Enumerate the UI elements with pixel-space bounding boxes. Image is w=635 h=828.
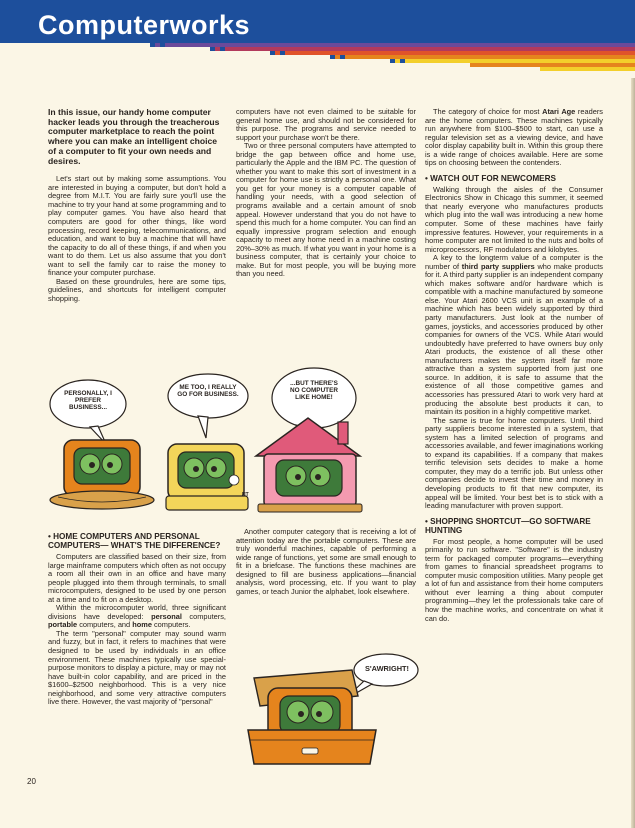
bold-term: portable (48, 620, 78, 630)
speech-bubble-2: ME TOO, I REALLY GO FOR BUSINESS. (177, 384, 239, 398)
text-run: computers. (151, 620, 191, 630)
artist-signature: NT (242, 492, 249, 498)
body-paragraph: Two or three personal computers have attempted to bridge the gap between office and home use, particularly the Apple and the IBM PC. The question of whether you want to make this sort of investment in a computer for home use is strictly a personal one. What you get for your money is a computer capable of handling your needs, with a good selection of programs available and a certain amount of snob appeal. However understand that you do not have to spend this much for a home computer. You can find an equally impressive program selection and enough capacity to meet any home need in a machine costing 20%–30% as much. If what you want in your home is a business computer, that is certainly your choice to make. But for most people, you will be buying more than you need. (236, 141, 416, 279)
text-run: computers, and (77, 620, 133, 630)
bold-term: third party suppliers (461, 261, 535, 271)
column-1 (48, 108, 226, 303)
column-3 (425, 108, 603, 623)
lede-paragraph: In this issue, our handy home computer hacker leads you through the treacherous computer marketplace to reach the point where you can make an intelligent choice of a computer to fit your own needs and desires. (48, 107, 220, 166)
speech-bubble-3: ...BUT THERE'S NO COMPUTER LIKE HOME! (290, 380, 338, 401)
header-banner (0, 0, 635, 78)
text-run: The category of choice for most (433, 107, 543, 116)
bold-term: Atari Age (542, 107, 576, 116)
section-title: Computerworks (38, 10, 251, 40)
speech-bubble-1: PERSONALLY, I PREFER BUSINESS... (64, 390, 112, 411)
speech-bubble-4: S'AWRIGHT! (364, 664, 410, 673)
text-run: computers, (181, 611, 226, 621)
body-paragraph: Based on these groundrules, here are some tips, guidelines, and shortcuts for intelligent computer shopping. (48, 276, 226, 303)
column-2 (236, 108, 416, 279)
cartoon-suitcase-computer (240, 648, 420, 770)
text-run: who make products for it. A third party supplier is an independent company which makes software and/or hardware which is compatible with a machine manufactured by someone else. Your Atari 2600 VCS unit is an example of a machine which has been widely supported by third party manufacturers. Just look at the number of games, joysticks, and accessories produced by other companies for owners of the VCS. While Atari would undoubtedly have preferred to have owners buy only Atari products, the existence of all these other manufacturers makes the system itself far more attractive than a system supported from just one source. In addition, it is safe to assume that the existence of all those competitive games and accessories has pressured Atari to work very hard at producing the absolute best products it can, to maintain its position in a highly competitive market. (425, 261, 603, 417)
body-paragraph: computers have not even claimed to be suitable for general home use, and should not be considered for this purpose. The programs and service needed to support your purchase won't be there. (236, 107, 416, 142)
body-paragraph: Another computer category that is receiving a lot of attention today are the portable computers. These are truly wonderful machines, capable of performing a wide range of functions, yet some are small enough to fit in a briefcase. The functions these machines are designed to fill are business applications—financial analysis, word processing, etc. If you want to play games, or teach Junior the alphabet, look elsewhere. (236, 527, 416, 596)
body-paragraph (425, 254, 603, 416)
bold-term: home (132, 620, 152, 630)
body-paragraph: For most people, a home computer will be used primarily to run software. "Software" is the industry term for packaged computer programs—everything from games to financial spreadsheet programs to computer music composition utilities. Many people get a lot of fun and assistance from their home computers without ever learning a thing about computer programming—they let the professionals take care of how the machine works, and concentrate on what it can do. (425, 536, 603, 623)
body-paragraph: Computers are classified based on their size, from large mainframe computers which often as not occupy a room all their own in an office and have many people plugged into them through terminals, to small microcomputers, designed to be used by one person at a time and to fit on a desktop. (48, 552, 226, 604)
body-paragraph: Walking through the aisles of the Consumer Electronics Show in Chicago this summer, it seemed that nearly everyone who manufactures products which plug into the wall was introducing a new home computer. Some of these machines have fairly impressive features. However, your requirements in a home computer are not limited to the nuts and bolts of microprocessors, RF modulators and kilobytes. (425, 184, 603, 254)
page-number: 20 (27, 777, 36, 786)
text-run: Within the microcomputer world, three significant divisions have developed: (48, 603, 226, 621)
page-edge-shadow (631, 78, 635, 828)
subheading: • HOME COMPUTERS AND PERSONAL COMPUTERS— WHAT'S THE DIFFERENCE? (48, 532, 221, 550)
subheading: • SHOPPING SHORTCUT—GO SOFTWARE HUNTING (425, 516, 591, 535)
body-paragraph: The same is true for home computers. Until third party suppliers become interested in a system, that system has a limited selection of programs and accessories available, and fewer imaginations working to expand its capabilities. If a company that makes terrific television sets decides to make a home computer, they may do a terrific job. But unless other companies decide to invest their time and money in developing products to fit that new computer, its appeal will be limited. Your best bet is to stick with a leading manufacturer with proven support. (425, 415, 603, 511)
body-paragraph (425, 108, 603, 168)
column-2-lower (236, 528, 416, 596)
text-run: readers are the home computers. These machines typically run anywhere from $100–$500 to start, can use a regular television set as a viewing device, and have color display capability built in. Within this group there is a wide range of choices available. Here are some tips on choosing between the contenders. (425, 107, 603, 168)
body-paragraph (48, 604, 226, 630)
body-paragraph: Let's start out by making some assumptions. You are interested in buying a computer, but don't hold a degree from M.I.T. You are fairly sure you'll use the machine to try your hand at some programming and to play computer games. You have also heard that computers are good for other things, like word processing, record keeping, telecommunications, and education, and want to buy a machine that will have the capacity to do all of these things, if and when you want to do them. Let us also assume that you don't want to sell the family car to raise the money to finance your computer purchase. (48, 174, 226, 278)
subheading: • WATCH OUT FOR NEWCOMERS (425, 173, 556, 183)
bold-term: personal (151, 611, 182, 621)
cartoon-three-computers (48, 366, 418, 516)
text-run: A key to the longterm value of a computer is the number of (425, 253, 603, 271)
body-paragraph: The term "personal" computer may sound warm and fuzzy, but in fact, it refers to machines that were designed to be used by individuals in an office environment. These machines typically use special-purpose monitors to display a picture, may or may not have built-in color capability, and are priced in the $1600–$2500 neighborhood. This is a very nice neighborhood, and some very attractive computers live there. However, the vast majority of "personal" (48, 628, 226, 707)
column-1-lower (48, 526, 226, 707)
